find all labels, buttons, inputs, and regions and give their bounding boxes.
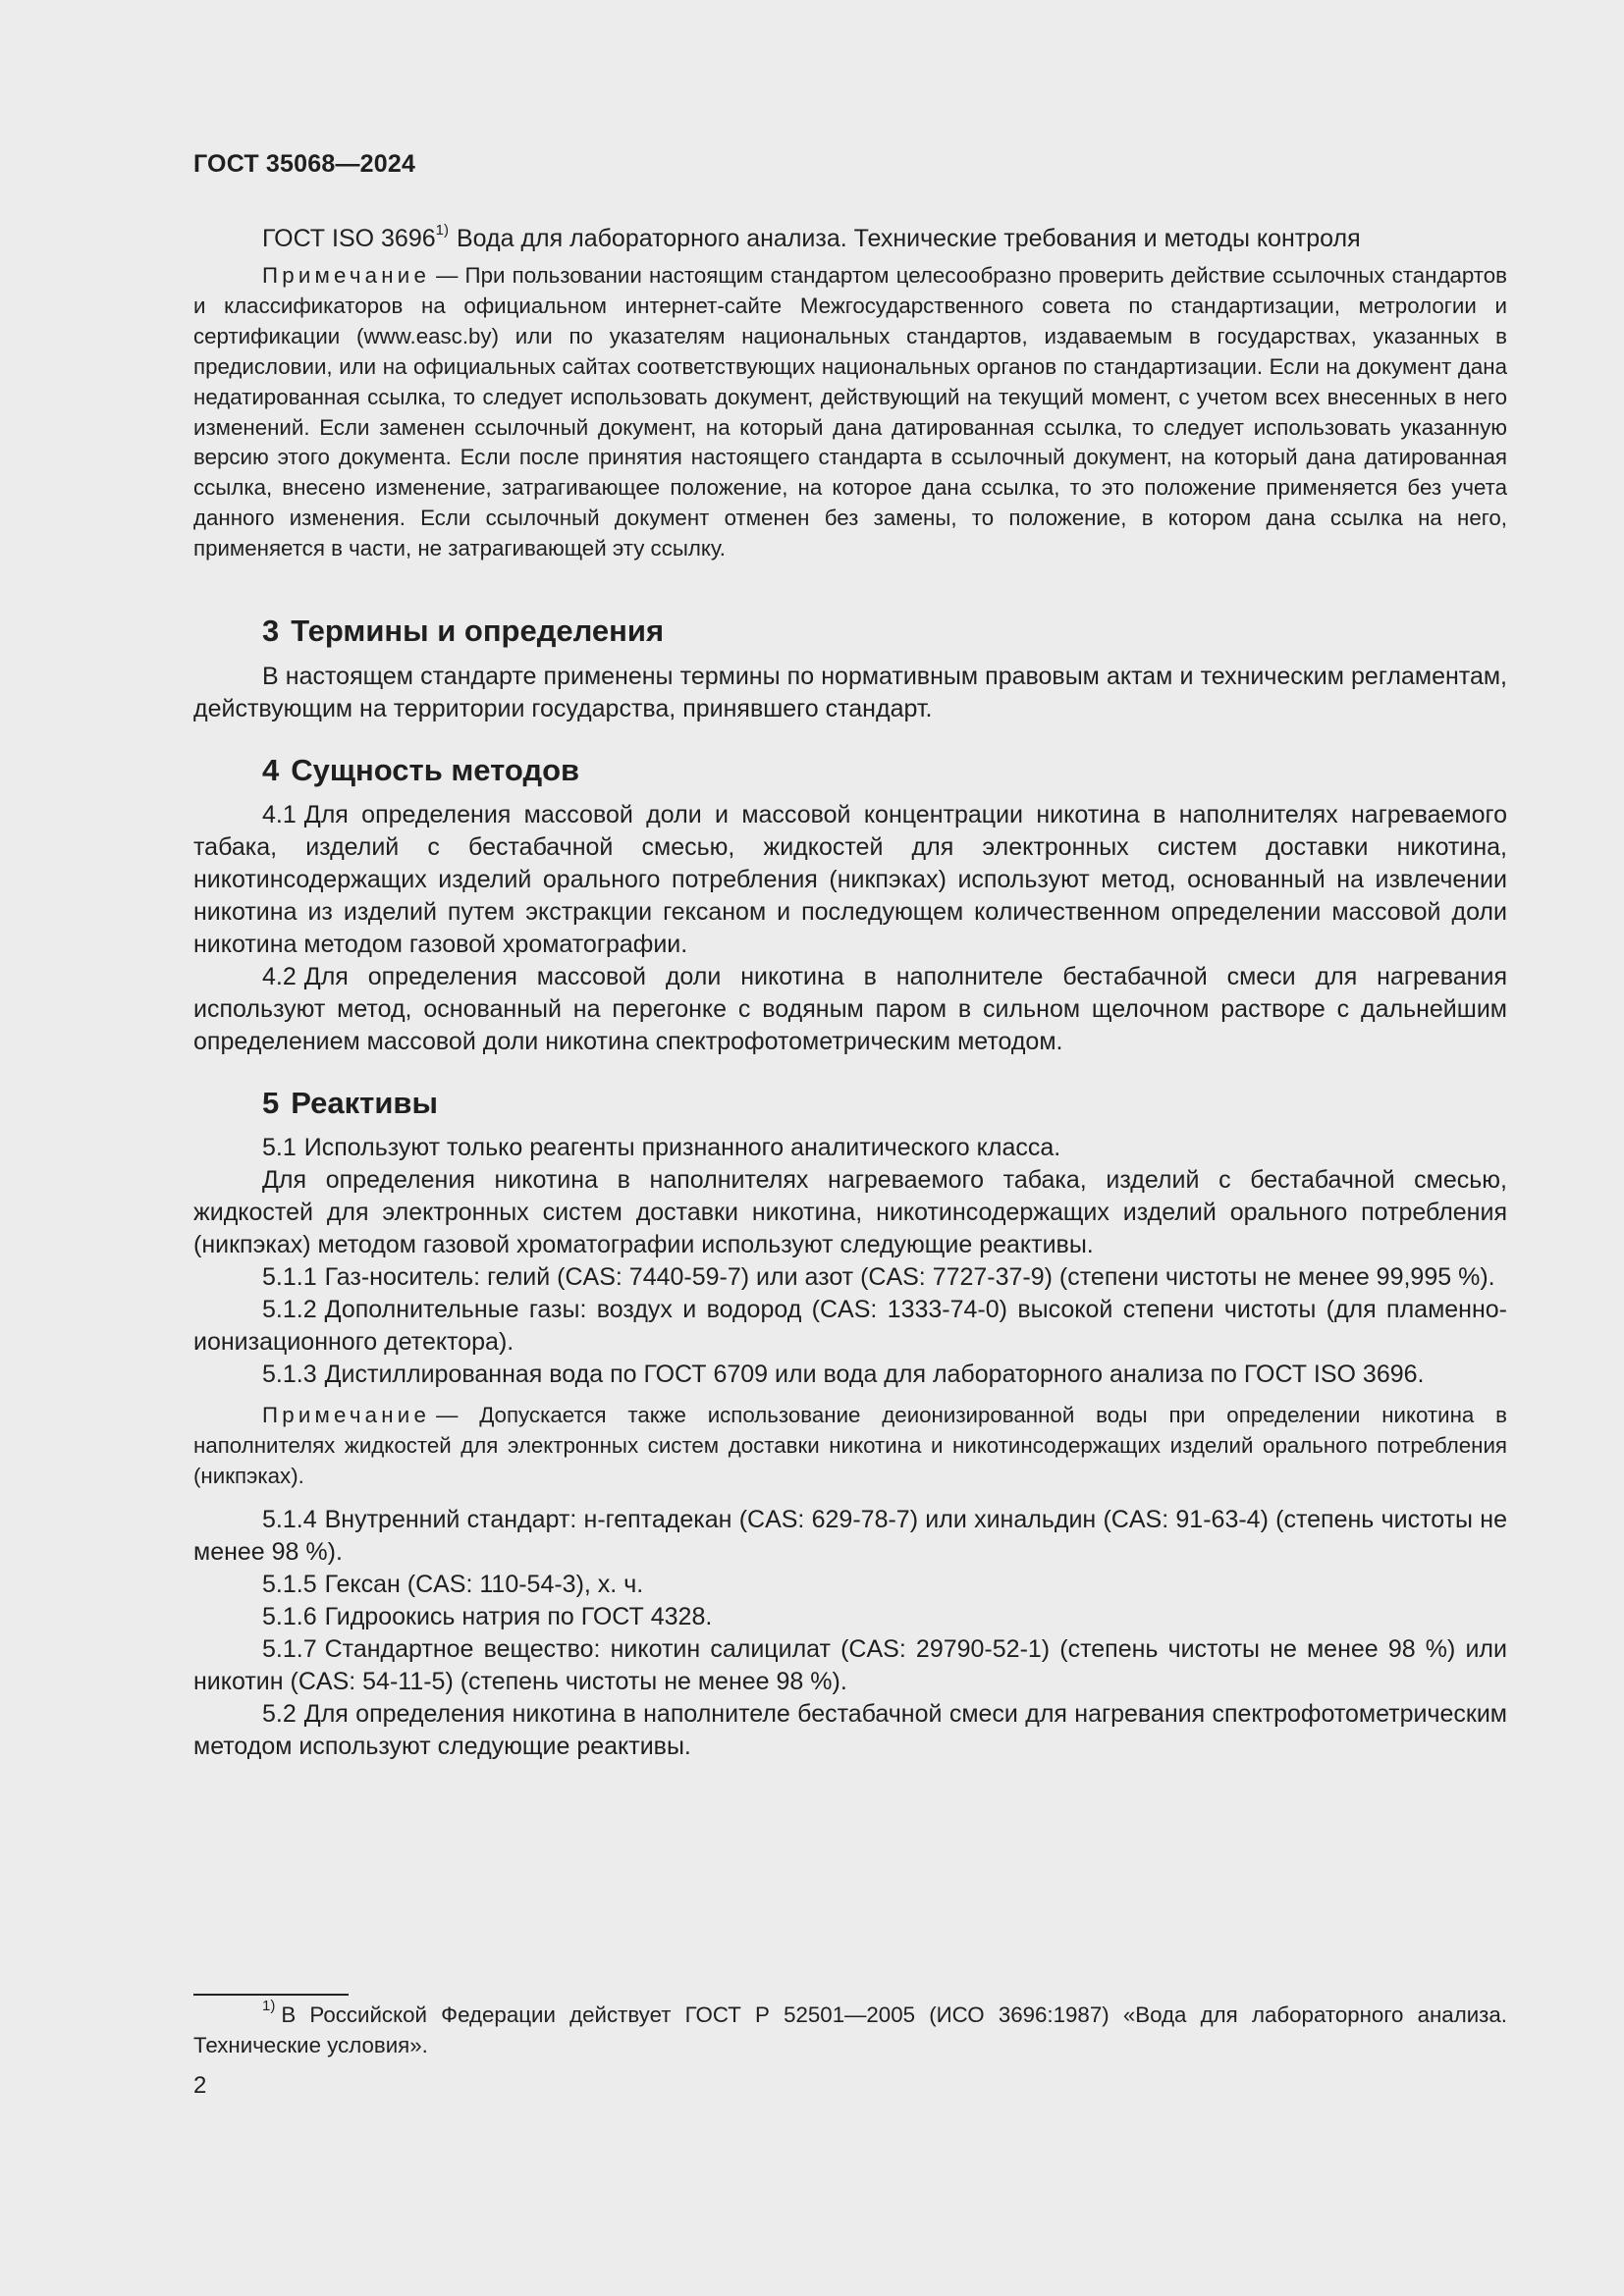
- clause-number: 5.1: [262, 1134, 297, 1162]
- section-title: Сущность методов: [291, 753, 580, 788]
- section-4-heading: [193, 751, 1507, 790]
- clause-number: 4.2: [262, 963, 297, 991]
- clause-text: Для определения массовой доли никотина в наполнителе бестабачной смеси для нагревания используют метод, основанный на перегонке с водяным паром в сильном щелочном растворе с дальнейшим определением массовой доли никотина спектрофотометрическим методом.: [193, 963, 1507, 1056]
- footnote: [193, 1998, 1507, 2060]
- footnote-marker: 1): [435, 222, 449, 239]
- clause-text: Дополнительные газы: воздух и водород (CAS: 1333-74-0) высокой степени чистоты (для пламенно-ионизационного детектора).: [193, 1296, 1507, 1357]
- section-number: 5: [262, 1086, 280, 1121]
- clause-text: Для определения массовой доли и массовой концентрации никотина в наполнителях нагреваемого табака, изделий с бестабачной смесью, жидкостей для электронных систем доставки никотина, никотинсодержащих изделий орального потребления (никпэках) используют метод, основанный на извлечении никотина из изделий путем экстракции гексаном и последующем количественном определении массовой доли никотина методом газовой хроматографии.: [193, 801, 1507, 959]
- clause-5-1-6: [193, 1601, 1507, 1633]
- clause-5-1-2: [193, 1294, 1507, 1359]
- clause-5-1-4: [193, 1504, 1507, 1569]
- note-text: — При пользовании настоящим стандартом целесообразно проверить действие ссылочных стандартов и классификаторов на официальном интернет-сайте Межгосударственного совета по стандартизации, метрологии и сертификации (www.easc.by) или по указателям национальных стандартов, издаваемым в государствах, указанных в предисловии, или на официальных сайтах соответствующих национальных органов по стандартизации. Если на документ дана недатированная ссылка, то следует использовать документ, действующий на текущий момент, с учетом всех внесенных в него изменений. Если заменен ссылочный документ, на который дана датированная ссылка, то следует использовать указанную версию этого документа. Если после принятия настоящего стандарта в ссылочный документ, на который дана датированная ссылка, внесено изменение, затрагивающее положение, на которое дана ссылка, то это положение применяется без учета данного изменения. Если ссылочный документ отменен без замены, то положение, в котором дана ссылка на него, применяется в части, не затрагивающей эту ссылку.: [193, 263, 1507, 561]
- section-3-text: В настоящем стандарте применены термины по нормативным правовым актам и техническим регламентам, действующим на территории государства, принявшего стандарт.: [193, 663, 1507, 723]
- clause-number: 5.1.3: [262, 1361, 317, 1389]
- clause-5-note: [193, 1401, 1507, 1492]
- clause-number: 5.1.6: [262, 1602, 317, 1630]
- normative-reference-item: [193, 222, 1507, 255]
- clause-text: Гексан (CAS: 110-54-3), х. ч.: [324, 1570, 644, 1598]
- clause-number: 5.2: [262, 1699, 297, 1728]
- clause-5-1-7: [193, 1633, 1507, 1698]
- clause-text: Внутренний стандарт: н-гептадекан (CAS: 629-78-7) или хинальдин (CAS: 91-63-4) (степень чистоты не менее 98 %).: [193, 1505, 1507, 1566]
- clause-5-1-1: [193, 1261, 1507, 1294]
- clause-number: 5.1.4: [262, 1505, 317, 1533]
- section-title: Термины и определения: [291, 614, 665, 649]
- document-page: [193, 0, 1507, 2296]
- footnote-marker: 1): [262, 1998, 276, 2014]
- note-label: Примечание: [262, 1403, 431, 1428]
- clause-number: 5.1.2: [262, 1296, 317, 1324]
- reference-note: [193, 261, 1507, 564]
- footnote-text: В Российской Федерации действует ГОСТ Р 52501—2005 (ИСО 3696:1987) «Вода для лабораторного анализа. Технические условия».: [193, 2002, 1507, 2057]
- clause-4-1: [193, 799, 1507, 961]
- clause-5-1-5: [193, 1569, 1507, 1601]
- clause-number: 5.1.7: [262, 1634, 317, 1663]
- note-text: — Допускается также использование деионизированной воды при определении никотина в наполнителях жидкостей для электронных систем доставки никотина и никотинсодержащих изделий орального потребления (никпэках).: [193, 1403, 1507, 1488]
- reference-code: ГОСТ ISO 3696: [262, 225, 436, 252]
- clause-4-2: [193, 961, 1507, 1058]
- clause-5-1: [193, 1132, 1507, 1164]
- section-3-heading: [193, 612, 1507, 651]
- section-title: Реактивы: [291, 1086, 438, 1121]
- document-header: ГОСТ 35068—2024: [193, 150, 416, 178]
- clause-text: Гидроокись натрия по ГОСТ 4328.: [324, 1602, 713, 1630]
- clause-number: 5.1.5: [262, 1570, 317, 1598]
- section-5-heading: [193, 1084, 1507, 1123]
- clause-5-2: [193, 1698, 1507, 1763]
- page-number: 2: [193, 2072, 207, 2099]
- clause-5-1-intro: Для определения никотина в наполнителях нагреваемого табака, изделий с бестабачной смесью, жидкостей для электронных систем доставки никотина, никотинсодержащих изделий орального потребления (никпэках) методом газовой хроматографии используют следующие реактивы.: [193, 1166, 1507, 1259]
- reference-title: Вода для лабораторного анализа. Технические требования и методы контроля: [457, 225, 1361, 252]
- section-number: 4: [262, 753, 280, 788]
- clause-text: Используют только реагенты признанного аналитического класса.: [303, 1134, 1061, 1162]
- note-label: Примечание: [262, 263, 431, 288]
- clause-number: 4.1: [262, 801, 297, 829]
- page-body: [193, 222, 1507, 1763]
- clause-text: Газ-носитель: гелий (CAS: 7440-59-7) или азот (CAS: 7727-37-9) (степени чистоты не менее 99,995 %).: [324, 1263, 1495, 1292]
- clause-5-1-3: [193, 1359, 1507, 1391]
- clause-number: 5.1.1: [262, 1263, 317, 1292]
- footnote-divider: [193, 1994, 349, 1996]
- clause-text: Стандартное вещество: никотин салицилат (CAS: 29790-52-1) (степень чистоты не менее 98 %) или никотин (CAS: 54-11-5) (степень чистоты не менее 98 %).: [193, 1634, 1507, 1695]
- clause-text: Для определения никотина в наполнителе бестабачной смеси для нагревания спектрофотометрическим методом используют следующие реактивы.: [193, 1699, 1507, 1760]
- section-number: 3: [262, 614, 280, 649]
- clause-text: Дистиллированная вода по ГОСТ 6709 или вода для лабораторного анализа по ГОСТ ISO 3696.: [324, 1361, 1425, 1389]
